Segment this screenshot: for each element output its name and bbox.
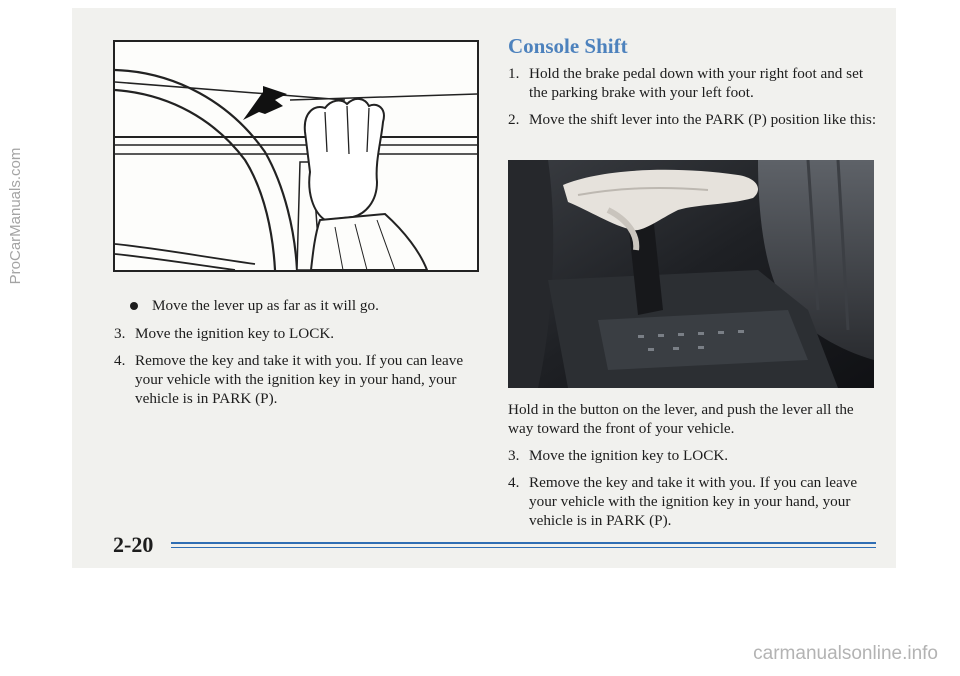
footer-rule-thin	[171, 547, 876, 548]
page-footer	[113, 532, 876, 556]
steering-lever-hand-illustration-icon	[115, 42, 477, 270]
list-number: 4.	[114, 352, 126, 369]
list-number: 1.	[508, 65, 520, 82]
list-item	[508, 110, 880, 129]
list-text: Move the ignition key to LOCK.	[135, 325, 335, 342]
list-number: 2.	[508, 111, 520, 128]
bullet-text: Move the lever up as far as it will go.	[152, 297, 379, 314]
list-text: Move the ignition key to LOCK.	[529, 447, 729, 464]
list-item	[508, 473, 880, 530]
footer-rule	[171, 542, 876, 544]
bullet-item	[114, 296, 474, 315]
right-column-text-top	[508, 64, 880, 137]
list-text: Remove the key and take it with you. If you can leave your vehicle with the ignition key in your hand, your vehicle is in PARK (P).	[529, 474, 858, 529]
list-number: 3.	[508, 447, 520, 464]
bullet-dot-icon	[130, 302, 138, 310]
console-shift-photo	[508, 160, 874, 388]
side-watermark	[0, 96, 30, 336]
list-text: Move the shift lever into the PARK (P) position like this:	[529, 111, 877, 128]
list-item	[114, 351, 474, 408]
bottom-watermark: carmanualsonline.info	[753, 643, 938, 664]
section-heading: Console Shift	[508, 34, 628, 58]
left-column-text	[114, 296, 474, 416]
list-text: Remove the key and take it with you. If you can leave your vehicle with the ignition key in your hand, your vehicle is in PARK (P).	[135, 352, 464, 407]
steering-column-illustration	[113, 40, 479, 272]
list-item	[508, 64, 880, 102]
list-item	[508, 446, 880, 465]
list-text: Hold the brake pedal down with your right foot and set the parking brake with your left foot.	[529, 65, 864, 101]
side-watermark-text: ProCarManuals.com	[7, 147, 24, 285]
console-shift-lever-photo-icon	[508, 160, 874, 388]
page-number: 2-20	[113, 532, 154, 557]
right-column-text-bottom	[508, 400, 880, 538]
list-number: 4.	[508, 474, 520, 491]
list-number: 3.	[114, 325, 126, 342]
list-item	[114, 324, 474, 343]
instruction-paragraph: Hold in the button on the lever, and push the lever all the way toward the front of your vehicle.	[508, 401, 854, 437]
